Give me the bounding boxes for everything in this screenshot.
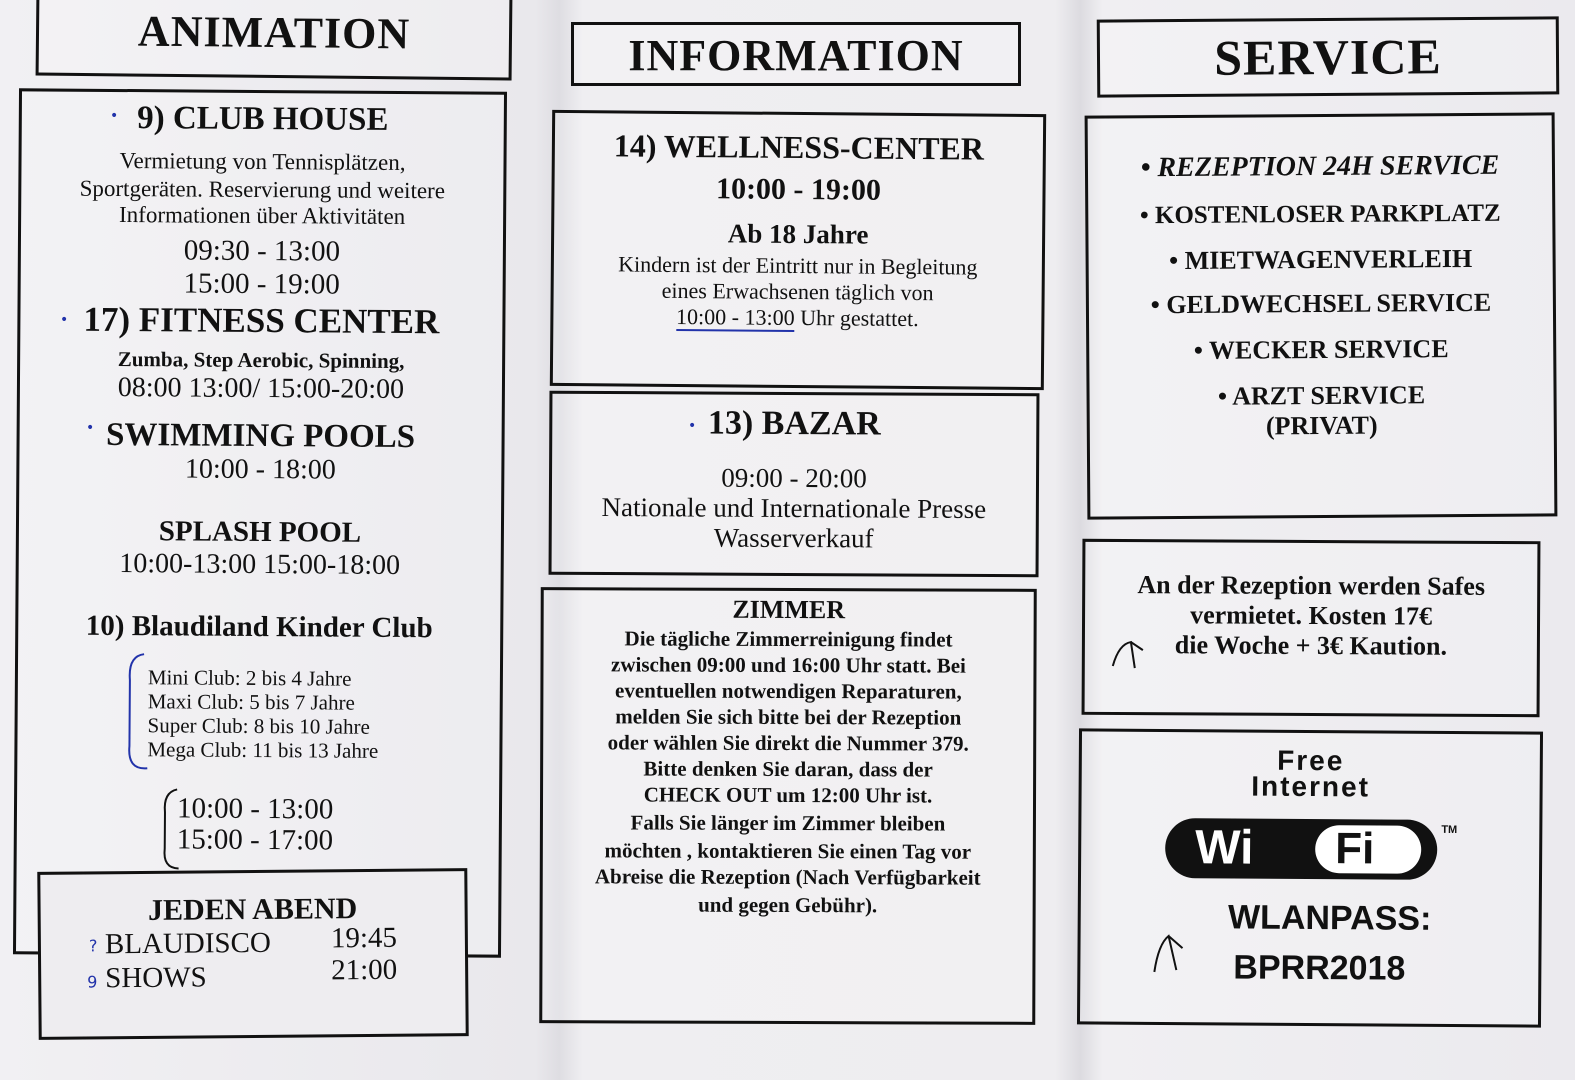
wifi-logo-left: Wi xyxy=(1195,821,1254,875)
fitness-title: 17) FITNESS CENTER xyxy=(83,299,440,342)
fitness-times: 08:00 13:00/ 15:00-20:00 xyxy=(117,372,405,406)
abend-row-1-time: 19:45 xyxy=(330,921,398,955)
wlan-pass-value: BPRR2018 xyxy=(1233,948,1406,988)
service-item-6: • ARZT SERVICE xyxy=(1217,380,1426,411)
abend-row-1-name: BLAUDISCO xyxy=(104,926,272,961)
bazar-desc-1: Nationale und Internationale Presse xyxy=(601,491,987,525)
header-information xyxy=(571,22,1021,86)
header-service xyxy=(1097,16,1560,97)
pools-title: SWIMMING POOLS xyxy=(106,416,416,456)
bazar-panel xyxy=(549,391,1040,578)
wellness-desc-2: eines Erwachsenen täglich von xyxy=(661,277,934,306)
club-house-desc-2: Sportgeräten. Reservierung und weitere xyxy=(79,175,446,204)
splash-times: 10:00-13:00 15:00-18:00 xyxy=(119,548,401,581)
service-item-4: • GELDWECHSEL SERVICE xyxy=(1150,287,1492,320)
kinder-club-1: Mini Club: 2 bis 4 Jahre xyxy=(147,665,352,691)
zimmer-line-7: CHECK OUT um 12:00 Uhr ist. xyxy=(643,782,933,808)
service-item-7: (PRIVAT) xyxy=(1265,410,1378,441)
wifi-tm: TM xyxy=(1441,823,1458,837)
handwritten-check-icon: • xyxy=(110,108,119,124)
wellness-desc-end: Uhr gestattet. xyxy=(794,304,919,332)
pools-times: 10:00 - 18:00 xyxy=(184,453,336,486)
animation-panel xyxy=(13,88,507,957)
wellness-desc-3 xyxy=(553,303,1041,333)
wlan-pass-label: WLANPASS: xyxy=(1227,898,1432,938)
kinder-club-2: Maxi Club: 5 bis 7 Jahre xyxy=(147,689,355,715)
splash-title: SPLASH POOL xyxy=(158,515,362,549)
kinder-club-4: Mega Club: 11 bis 13 Jahre xyxy=(147,737,379,763)
header-animation xyxy=(36,0,513,80)
club-house-desc-3: Informationen über Aktivitäten xyxy=(118,202,406,230)
bazar-title: 13) BAZAR xyxy=(707,404,881,443)
kinder-title: 10) Blaudiland Kinder Club xyxy=(85,609,433,645)
zimmer-line-4: melden Sie sich bitte bei der Rezeption xyxy=(615,704,962,730)
club-house-desc-1: Vermietung von Tennisplätzen, xyxy=(119,148,406,176)
header-animation-text: ANIMATION xyxy=(137,6,411,59)
zimmer-line-11: und gegen Gebühr). xyxy=(698,892,878,918)
header-service-text: SERVICE xyxy=(1214,28,1442,86)
bazar-times: 09:00 - 20:00 xyxy=(721,462,867,494)
wifi-logo-badge xyxy=(1315,825,1421,874)
service-item-3: • MIETWAGENVERLEIH xyxy=(1168,243,1473,276)
wifi-logo-right: Fi xyxy=(1335,824,1375,874)
jeden-abend-title: JEDEN ABEND xyxy=(147,892,358,927)
jeden-abend-panel xyxy=(37,868,468,1040)
zimmer-line-3: eventuellen notwendigen Reparaturen, xyxy=(615,678,962,704)
handwritten-check-icon: • xyxy=(60,312,69,328)
abend-row-2-name: SHOWS xyxy=(105,961,207,995)
handwritten-check-icon xyxy=(1150,930,1190,976)
kinder-club-3: Super Club: 8 bis 10 Jahre xyxy=(147,713,370,739)
wifi-logo-icon xyxy=(1165,818,1437,880)
kinder-time-1: 10:00 - 13:00 xyxy=(176,792,334,826)
handwritten-check-icon: • xyxy=(688,418,697,434)
wellness-panel xyxy=(550,110,1046,390)
service-item-1: • REZEPTION 24H SERVICE xyxy=(1140,149,1500,184)
wifi-free-text: Free xyxy=(1277,744,1345,777)
service-list-panel xyxy=(1085,112,1558,519)
wellness-desc-1: Kindern ist der Eintritt nur in Begleitung xyxy=(618,251,978,280)
wifi-panel xyxy=(1077,728,1543,1027)
zimmer-line-9: möchten , kontaktieren Sie einen Tag vor xyxy=(604,838,972,864)
zimmer-title: ZIMMER xyxy=(732,594,846,625)
zimmer-panel xyxy=(539,587,1037,1025)
handwritten-check-icon: 9 xyxy=(87,972,98,992)
handwritten-check-icon: • xyxy=(86,420,95,436)
club-house-time-2: 15:00 - 19:00 xyxy=(183,267,340,301)
safes-line-1: An der Rezeption werden Safes xyxy=(1137,570,1486,601)
service-item-5: • WECKER SERVICE xyxy=(1193,334,1449,365)
handwritten-check-icon: ? xyxy=(88,936,98,956)
handwritten-check-icon xyxy=(1109,636,1149,672)
safes-panel xyxy=(1082,539,1541,717)
abend-row-2-time: 21:00 xyxy=(331,953,398,987)
wellness-age: Ab 18 Jahre xyxy=(727,218,869,250)
bazar-desc-2: Wasserverkauf xyxy=(713,522,874,554)
service-item-2: • KOSTENLOSER PARKPLATZ xyxy=(1139,199,1501,230)
zimmer-line-5: oder wählen Sie direkt die Nummer 379. xyxy=(607,730,969,756)
wellness-title: 14) WELLNESS-CENTER xyxy=(613,127,985,167)
zimmer-line-10: Abreise die Rezeption (Nach Verfügbarkeit xyxy=(594,864,981,890)
handwritten-bracket-icon xyxy=(119,650,150,774)
wellness-desc-time: 10:00 - 13:00 xyxy=(676,303,795,330)
club-house-title: 9) CLUB HOUSE xyxy=(137,100,389,138)
kinder-time-2: 15:00 - 17:00 xyxy=(176,823,334,857)
wifi-internet-text: Internet xyxy=(1251,770,1371,803)
club-house-time-1: 09:30 - 13:00 xyxy=(183,234,341,268)
zimmer-line-8: Falls Sie länger im Zimmer bleiben xyxy=(630,810,946,836)
zimmer-line-2: zwischen 09:00 und 16:00 Uhr statt. Bei xyxy=(611,652,966,678)
header-information-text: INFORMATION xyxy=(628,31,964,80)
zimmer-line-1: Die tägliche Zimmerreinigung findet xyxy=(624,626,953,652)
wellness-times: 10:00 - 19:00 xyxy=(715,172,882,207)
fitness-desc: Zumba, Step Aerobic, Spinning, xyxy=(117,347,405,374)
zimmer-line-6: Bitte denken Sie daran, dass der xyxy=(643,756,933,782)
safes-line-3: die Woche + 3€ Kaution. xyxy=(1174,630,1448,661)
safes-line-2: vermietet. Kosten 17€ xyxy=(1190,600,1433,631)
